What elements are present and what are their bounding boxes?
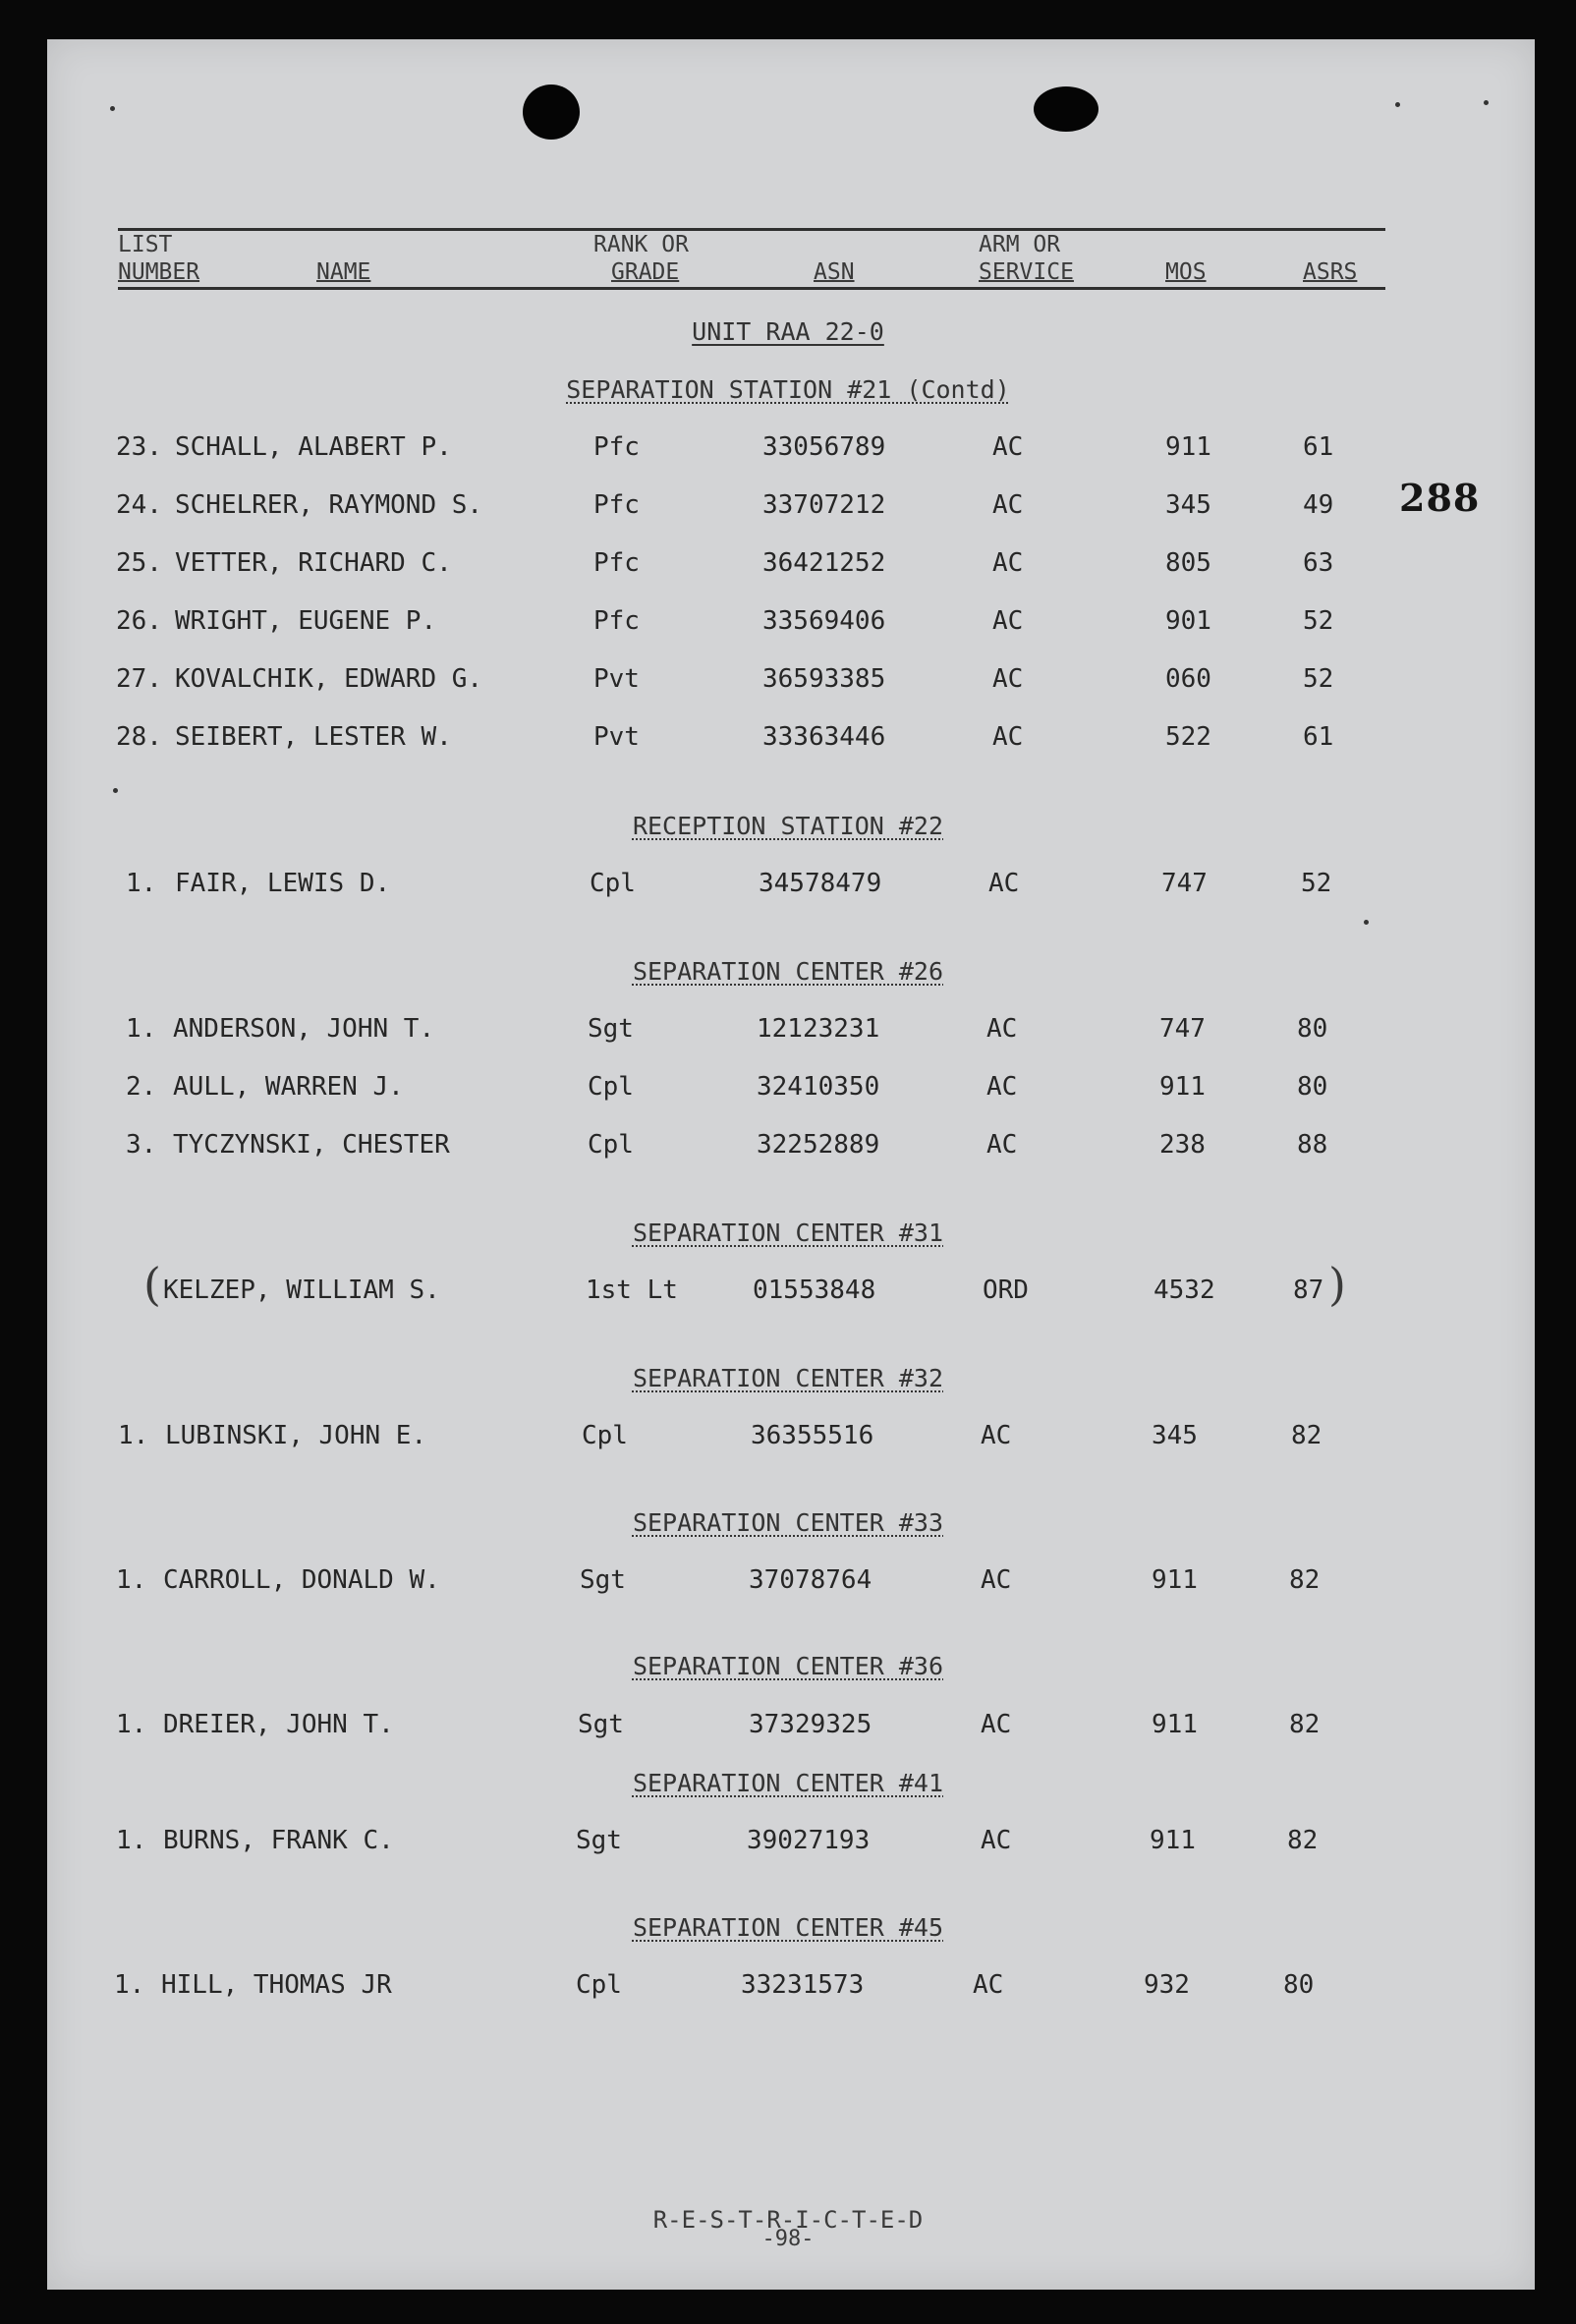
speck: [113, 788, 118, 793]
row-asn: 32410350: [757, 1072, 880, 1102]
speck: [1484, 100, 1489, 105]
row-mos: 4532: [1154, 1275, 1215, 1305]
row-asn: 33231573: [741, 1970, 865, 2000]
section-title: SEPARATION CENTER #26: [632, 957, 944, 986]
row-arm: AC: [988, 869, 1020, 898]
speck: [1395, 102, 1400, 107]
row-number: 1.: [126, 1014, 157, 1044]
right-parenthesis: ): [1328, 1258, 1346, 1311]
unit-title: UNIT RAA 22-0: [692, 317, 884, 346]
row-name: ANDERSON, JOHN T.: [173, 1014, 435, 1044]
row-arm: AC: [981, 1421, 1012, 1450]
row-arm: AC: [992, 490, 1024, 520]
header-mos: MOS: [1165, 259, 1207, 285]
row-number: 3.: [126, 1130, 157, 1160]
section-title: SEPARATION CENTER #31: [632, 1219, 944, 1247]
row-mos: 522: [1165, 722, 1211, 752]
row-asrs: 52: [1303, 664, 1334, 694]
header-arm-line1: ARM OR: [979, 232, 1061, 257]
row-asn: 37078764: [749, 1565, 872, 1595]
row-mos: 911: [1165, 432, 1211, 462]
row-name: BURNS, FRANK C.: [163, 1826, 394, 1855]
row-asrs: 61: [1303, 432, 1334, 462]
row-arm: AC: [981, 1565, 1012, 1595]
row-asrs: 87: [1293, 1275, 1324, 1305]
row-grade: Pvt: [593, 722, 640, 752]
row-arm: ORD: [983, 1275, 1029, 1305]
row-asrs: 80: [1283, 1970, 1315, 2000]
row-grade: Cpl: [588, 1130, 634, 1160]
row-asn: 33707212: [762, 490, 886, 520]
section-title: SEPARATION CENTER #36: [632, 1652, 944, 1680]
section-title: SEPARATION CENTER #45: [632, 1913, 944, 1942]
row-asrs: 88: [1297, 1130, 1328, 1160]
row-number: 1.: [116, 1710, 147, 1739]
row-name: VETTER, RICHARD C.: [175, 548, 452, 578]
row-mos: 911: [1159, 1072, 1206, 1102]
row-mos: 901: [1165, 606, 1211, 636]
row-number: 28.: [116, 722, 162, 752]
row-mos: 345: [1152, 1421, 1198, 1450]
row-mos: 805: [1165, 548, 1211, 578]
header-asn: ASN: [814, 259, 855, 285]
header-list-line2: NUMBER: [118, 259, 200, 285]
row-grade: Sgt: [588, 1014, 634, 1044]
row-number: 2.: [126, 1072, 157, 1102]
row-asn: 01553848: [753, 1275, 876, 1305]
row-name: FAIR, LEWIS D.: [175, 869, 391, 898]
row-name: TYCZYNSKI, CHESTER: [173, 1130, 450, 1160]
section-title: SEPARATION STATION #21 (Contd): [566, 375, 1010, 404]
row-asrs: 63: [1303, 548, 1334, 578]
row-asn: 33056789: [762, 432, 886, 462]
row-asrs: 52: [1303, 606, 1334, 636]
header-rank-line1: RANK OR: [593, 232, 689, 257]
row-number: 1.: [116, 1565, 147, 1595]
row-mos: 238: [1159, 1130, 1206, 1160]
header-name: NAME: [316, 259, 371, 285]
speck: [1364, 920, 1369, 925]
row-asn: 34578479: [759, 869, 882, 898]
row-name: HILL, THOMAS JR: [161, 1970, 392, 2000]
row-asn: 33363446: [762, 722, 886, 752]
row-mos: 747: [1159, 1014, 1206, 1044]
row-name: KOVALCHIK, EDWARD G.: [175, 664, 483, 694]
row-name: SCHELRER, RAYMOND S.: [175, 490, 483, 520]
row-asn: 32252889: [757, 1130, 880, 1160]
row-grade: Pfc: [593, 548, 640, 578]
row-asrs: 82: [1289, 1710, 1321, 1739]
row-asrs: 82: [1291, 1421, 1323, 1450]
punch-hole-left: [523, 85, 580, 140]
row-arm: AC: [973, 1970, 1004, 2000]
row-arm: AC: [986, 1014, 1018, 1044]
row-asn: 33569406: [762, 606, 886, 636]
page-number: -98-: [761, 2227, 815, 2251]
row-asn: 36593385: [762, 664, 886, 694]
row-arm: AC: [981, 1826, 1012, 1855]
row-number: 24.: [116, 490, 162, 520]
row-grade: Pfc: [593, 606, 640, 636]
row-arm: AC: [981, 1710, 1012, 1739]
row-asn: 12123231: [757, 1014, 880, 1044]
row-grade: Pvt: [593, 664, 640, 694]
row-name: KELZEP, WILLIAM S.: [163, 1275, 440, 1305]
section-title: SEPARATION CENTER #33: [632, 1508, 944, 1537]
row-mos: 060: [1165, 664, 1211, 694]
row-arm: AC: [992, 432, 1024, 462]
row-grade: Pfc: [593, 490, 640, 520]
row-asn: 36421252: [762, 548, 886, 578]
row-arm: AC: [992, 548, 1024, 578]
row-grade: Sgt: [578, 1710, 624, 1739]
section-title: SEPARATION CENTER #41: [632, 1769, 944, 1797]
row-grade: Sgt: [580, 1565, 626, 1595]
punch-hole-right: [1034, 86, 1098, 132]
row-number: 1.: [126, 869, 157, 898]
row-mos: 747: [1161, 869, 1208, 898]
header-list-line1: LIST: [118, 232, 173, 257]
row-asrs: 82: [1287, 1826, 1319, 1855]
row-grade: Pfc: [593, 432, 640, 462]
row-asrs: 52: [1301, 869, 1332, 898]
row-name: SEIBERT, LESTER W.: [175, 722, 452, 752]
row-grade: Cpl: [590, 869, 636, 898]
row-asrs: 49: [1303, 490, 1334, 520]
left-parenthesis: (: [143, 1258, 161, 1311]
restricted-marking: R-E-S-T-R-I-C-T-E-D: [652, 2206, 924, 2234]
row-asrs: 80: [1297, 1014, 1328, 1044]
header-asrs: ASRS: [1303, 259, 1358, 285]
row-mos: 911: [1152, 1710, 1198, 1739]
row-name: WRIGHT, EUGENE P.: [175, 606, 437, 636]
header-rule-top: [118, 228, 1385, 231]
row-asn: 39027193: [747, 1826, 871, 1855]
row-number: 26.: [116, 606, 162, 636]
row-asn: 36355516: [751, 1421, 874, 1450]
row-number: 1.: [118, 1421, 149, 1450]
row-number: 23.: [116, 432, 162, 462]
row-name: SCHALL, ALABERT P.: [175, 432, 452, 462]
row-grade: 1st Lt: [586, 1275, 678, 1305]
speck: [110, 106, 115, 111]
row-grade: Sgt: [576, 1826, 622, 1855]
row-arm: AC: [992, 664, 1024, 694]
row-mos: 932: [1144, 1970, 1190, 2000]
row-name: DREIER, JOHN T.: [163, 1710, 394, 1739]
row-grade: Cpl: [588, 1072, 634, 1102]
row-name: AULL, WARREN J.: [173, 1072, 404, 1102]
row-mos: 911: [1150, 1826, 1196, 1855]
row-number: 1.: [116, 1826, 147, 1855]
row-arm: AC: [992, 722, 1024, 752]
row-arm: AC: [986, 1072, 1018, 1102]
row-name: CARROLL, DONALD W.: [163, 1565, 440, 1595]
header-arm-line2: SERVICE: [979, 259, 1074, 285]
row-asrs: 82: [1289, 1565, 1321, 1595]
section-title: SEPARATION CENTER #32: [632, 1364, 944, 1392]
row-mos: 345: [1165, 490, 1211, 520]
row-grade: Cpl: [576, 1970, 622, 2000]
row-asrs: 80: [1297, 1072, 1328, 1102]
section-title: RECEPTION STATION #22: [632, 812, 944, 840]
header-rule-bottom: [118, 287, 1385, 290]
header-rank-line2: GRADE: [611, 259, 680, 285]
row-number: 25.: [116, 548, 162, 578]
row-arm: AC: [986, 1130, 1018, 1160]
row-number: 27.: [116, 664, 162, 694]
row-grade: Cpl: [582, 1421, 628, 1450]
page-stamp-number: 288: [1399, 476, 1481, 520]
row-arm: AC: [992, 606, 1024, 636]
row-name: LUBINSKI, JOHN E.: [165, 1421, 427, 1450]
row-number: 1.: [114, 1970, 145, 2000]
row-asn: 37329325: [749, 1710, 872, 1739]
row-mos: 911: [1152, 1565, 1198, 1595]
row-asrs: 61: [1303, 722, 1334, 752]
